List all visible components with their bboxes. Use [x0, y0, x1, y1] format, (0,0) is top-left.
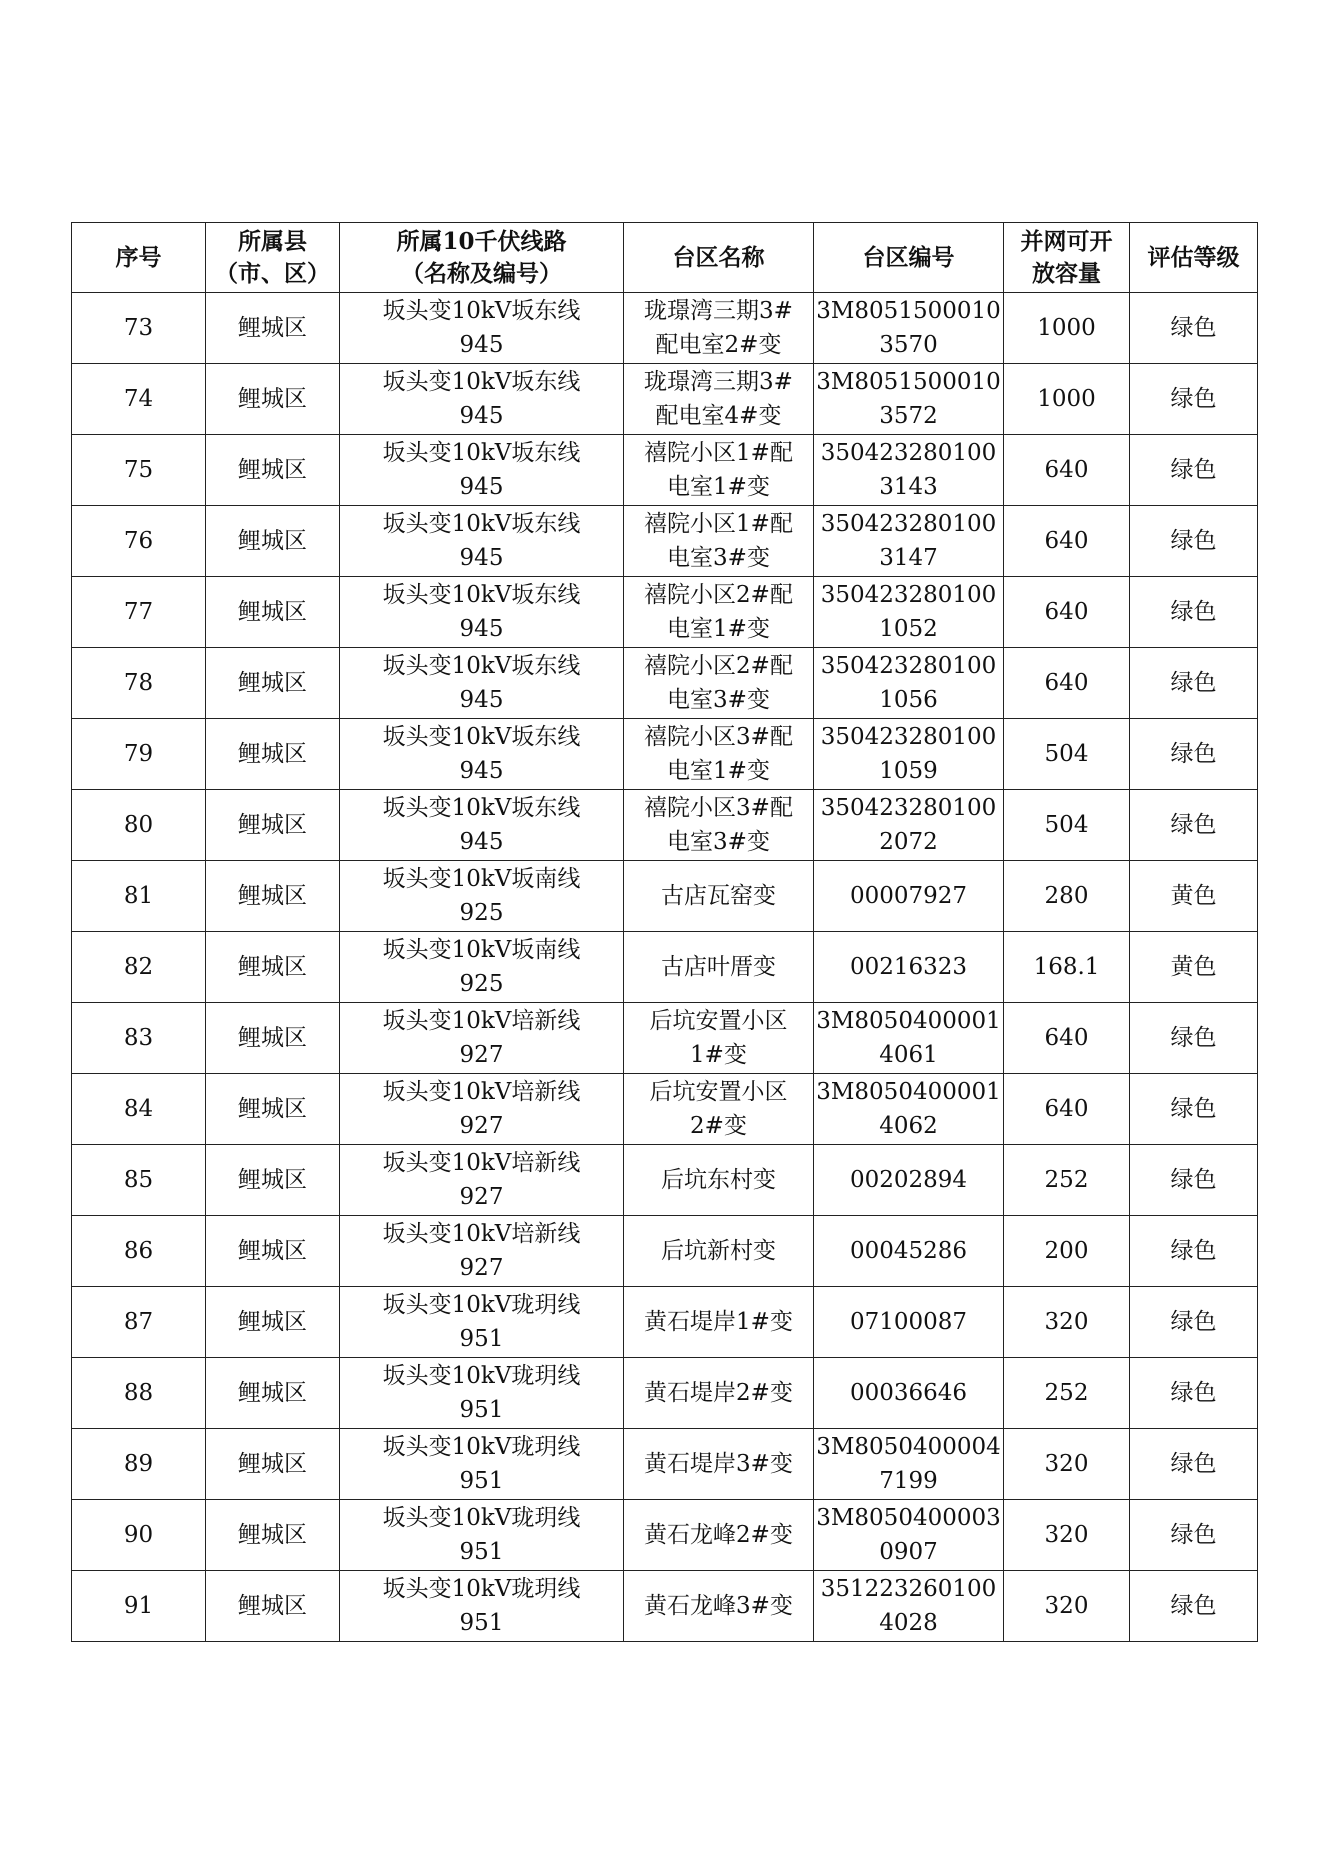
cell-serial-number: 86: [72, 1216, 206, 1287]
cell-line: 坂头变10kV培新线 927: [340, 1074, 624, 1145]
cell-capacity: 280: [1004, 861, 1130, 932]
cell-capacity: 640: [1004, 506, 1130, 577]
table-row: [72, 648, 1258, 719]
cell-area-code: 350423280100 1056: [814, 648, 1004, 719]
cell-area-name: 禧院小区1#配 电室3#变: [624, 506, 814, 577]
cell-county: 鲤城区: [206, 648, 340, 719]
table-row: [72, 1358, 1258, 1429]
cell-area-name: 后坑东村变: [624, 1145, 814, 1216]
cell-area-name: 古店瓦窑变: [624, 861, 814, 932]
cell-capacity: 504: [1004, 719, 1130, 790]
cell-grade: 绿色: [1130, 435, 1258, 506]
cell-grade: 绿色: [1130, 364, 1258, 435]
cell-serial-number: 88: [72, 1358, 206, 1429]
header-line: 所属10千伏线路 （名称及编号）: [340, 223, 624, 293]
cell-area-name: 黄石龙峰3#变: [624, 1571, 814, 1642]
cell-serial-number: 80: [72, 790, 206, 861]
table-body: [72, 293, 1258, 1642]
cell-serial-number: 77: [72, 577, 206, 648]
cell-area-name: 禧院小区3#配 电室3#变: [624, 790, 814, 861]
cell-line: 坂头变10kV坂南线 925: [340, 932, 624, 1003]
cell-serial-number: 74: [72, 364, 206, 435]
cell-serial-number: 90: [72, 1500, 206, 1571]
cell-area-code: 3M8050400001 4062: [814, 1074, 1004, 1145]
table-row: [72, 435, 1258, 506]
cell-grade: 绿色: [1130, 1074, 1258, 1145]
cell-area-name: 后坑新村变: [624, 1216, 814, 1287]
cell-serial-number: 83: [72, 1003, 206, 1074]
cell-capacity: 1000: [1004, 293, 1130, 364]
header-county: 所属县 （市、区）: [206, 223, 340, 293]
cell-county: 鲤城区: [206, 1074, 340, 1145]
cell-serial-number: 87: [72, 1287, 206, 1358]
table-row: [72, 719, 1258, 790]
cell-area-name: 珑璟湾三期3# 配电室2#变: [624, 293, 814, 364]
cell-capacity: 252: [1004, 1145, 1130, 1216]
cell-serial-number: 81: [72, 861, 206, 932]
cell-line: 坂头变10kV培新线 927: [340, 1003, 624, 1074]
cell-area-code: 350423280100 1052: [814, 577, 1004, 648]
header-serial-number: 序号: [72, 223, 206, 293]
cell-county: 鲤城区: [206, 1145, 340, 1216]
cell-county: 鲤城区: [206, 1287, 340, 1358]
cell-county: 鲤城区: [206, 932, 340, 1003]
cell-area-code: 00045286: [814, 1216, 1004, 1287]
cell-area-code: 07100087: [814, 1287, 1004, 1358]
cell-area-name: 禧院小区3#配 电室1#变: [624, 719, 814, 790]
cell-line: 坂头变10kV坂南线 925: [340, 861, 624, 932]
header-area-name: 台区名称: [624, 223, 814, 293]
cell-grade: 绿色: [1130, 1571, 1258, 1642]
table-row: [72, 790, 1258, 861]
cell-area-code: 00007927: [814, 861, 1004, 932]
table-row: [72, 1003, 1258, 1074]
cell-area-code: 350423280100 1059: [814, 719, 1004, 790]
cell-serial-number: 91: [72, 1571, 206, 1642]
cell-area-code: 3M8051500010 3570: [814, 293, 1004, 364]
table-row: [72, 932, 1258, 1003]
table-row: [72, 364, 1258, 435]
cell-area-code: 350423280100 3147: [814, 506, 1004, 577]
cell-grade: 绿色: [1130, 577, 1258, 648]
cell-capacity: 320: [1004, 1571, 1130, 1642]
cell-capacity: 640: [1004, 1003, 1130, 1074]
cell-county: 鲤城区: [206, 719, 340, 790]
cell-grade: 绿色: [1130, 1429, 1258, 1500]
cell-capacity: 320: [1004, 1429, 1130, 1500]
cell-grade: 绿色: [1130, 719, 1258, 790]
cell-county: 鲤城区: [206, 506, 340, 577]
cell-area-name: 珑璟湾三期3# 配电室4#变: [624, 364, 814, 435]
table-row: [72, 1074, 1258, 1145]
cell-grade: 绿色: [1130, 648, 1258, 719]
cell-county: 鲤城区: [206, 1571, 340, 1642]
cell-grade: 绿色: [1130, 293, 1258, 364]
cell-county: 鲤城区: [206, 293, 340, 364]
cell-capacity: 640: [1004, 1074, 1130, 1145]
cell-capacity: 320: [1004, 1287, 1130, 1358]
cell-grade: 绿色: [1130, 1145, 1258, 1216]
cell-area-code: 00036646: [814, 1358, 1004, 1429]
cell-area-name: 古店叶厝变: [624, 932, 814, 1003]
cell-county: 鲤城区: [206, 364, 340, 435]
cell-county: 鲤城区: [206, 1003, 340, 1074]
cell-area-name: 禧院小区2#配 电室3#变: [624, 648, 814, 719]
cell-line: 坂头变10kV珑玥线 951: [340, 1500, 624, 1571]
cell-line: 坂头变10kV坂东线 945: [340, 577, 624, 648]
cell-serial-number: 76: [72, 506, 206, 577]
cell-area-name: 后坑安置小区 2#变: [624, 1074, 814, 1145]
cell-area-name: 禧院小区2#配 电室1#变: [624, 577, 814, 648]
cell-line: 坂头变10kV坂东线 945: [340, 648, 624, 719]
cell-serial-number: 73: [72, 293, 206, 364]
cell-county: 鲤城区: [206, 435, 340, 506]
cell-area-name: 黄石龙峰2#变: [624, 1500, 814, 1571]
table-row: [72, 1500, 1258, 1571]
cell-line: 坂头变10kV培新线 927: [340, 1145, 624, 1216]
table-row: [72, 293, 1258, 364]
cell-area-code: 3M8050400001 4061: [814, 1003, 1004, 1074]
cell-grade: 绿色: [1130, 1003, 1258, 1074]
cell-line: 坂头变10kV坂东线 945: [340, 435, 624, 506]
cell-serial-number: 85: [72, 1145, 206, 1216]
cell-capacity: 640: [1004, 435, 1130, 506]
cell-grade: 黄色: [1130, 932, 1258, 1003]
cell-area-code: 00202894: [814, 1145, 1004, 1216]
cell-capacity: 504: [1004, 790, 1130, 861]
table-row: [72, 861, 1258, 932]
cell-line: 坂头变10kV珑玥线 951: [340, 1287, 624, 1358]
table-row: [72, 1287, 1258, 1358]
cell-line: 坂头变10kV坂东线 945: [340, 364, 624, 435]
table-row: [72, 506, 1258, 577]
cell-capacity: 640: [1004, 648, 1130, 719]
cell-grade: 绿色: [1130, 506, 1258, 577]
header-area-code: 台区编号: [814, 223, 1004, 293]
cell-area-name: 黄石堤岸1#变: [624, 1287, 814, 1358]
cell-serial-number: 79: [72, 719, 206, 790]
cell-area-code: 3M8050400003 0907: [814, 1500, 1004, 1571]
cell-area-name: 黄石堤岸2#变: [624, 1358, 814, 1429]
header-grade: 评估等级: [1130, 223, 1258, 293]
cell-area-name: 禧院小区1#配 电室1#变: [624, 435, 814, 506]
cell-line: 坂头变10kV坂东线 945: [340, 506, 624, 577]
cell-county: 鲤城区: [206, 1358, 340, 1429]
cell-line: 坂头变10kV坂东线 945: [340, 719, 624, 790]
header-capacity: 并网可开 放容量: [1004, 223, 1130, 293]
cell-area-code: 3M8050400004 7199: [814, 1429, 1004, 1500]
cell-capacity: 200: [1004, 1216, 1130, 1287]
cell-capacity: 1000: [1004, 364, 1130, 435]
cell-county: 鲤城区: [206, 861, 340, 932]
cell-line: 坂头变10kV培新线 927: [340, 1216, 624, 1287]
cell-grade: 绿色: [1130, 1216, 1258, 1287]
cell-grade: 绿色: [1130, 790, 1258, 861]
table-row: [72, 1216, 1258, 1287]
table-row: [72, 577, 1258, 648]
cell-line: 坂头变10kV坂东线 945: [340, 293, 624, 364]
cell-area-code: 3M8051500010 3572: [814, 364, 1004, 435]
cell-line: 坂头变10kV珑玥线 951: [340, 1429, 624, 1500]
cell-area-name: 黄石堤岸3#变: [624, 1429, 814, 1500]
cell-serial-number: 84: [72, 1074, 206, 1145]
cell-serial-number: 89: [72, 1429, 206, 1500]
header-row: [72, 223, 1258, 293]
cell-area-code: 00216323: [814, 932, 1004, 1003]
cell-county: 鲤城区: [206, 577, 340, 648]
cell-serial-number: 78: [72, 648, 206, 719]
cell-capacity: 640: [1004, 577, 1130, 648]
cell-grade: 绿色: [1130, 1287, 1258, 1358]
table-row: [72, 1145, 1258, 1216]
cell-county: 鲤城区: [206, 1500, 340, 1571]
cell-line: 坂头变10kV珑玥线 951: [340, 1571, 624, 1642]
cell-line: 坂头变10kV坂东线 945: [340, 790, 624, 861]
cell-grade: 黄色: [1130, 861, 1258, 932]
cell-line: 坂头变10kV珑玥线 951: [340, 1358, 624, 1429]
capacity-table: [71, 222, 1258, 1642]
cell-area-name: 后坑安置小区 1#变: [624, 1003, 814, 1074]
cell-area-code: 350423280100 2072: [814, 790, 1004, 861]
cell-capacity: 252: [1004, 1358, 1130, 1429]
cell-serial-number: 75: [72, 435, 206, 506]
cell-grade: 绿色: [1130, 1500, 1258, 1571]
cell-serial-number: 82: [72, 932, 206, 1003]
cell-area-code: 350423280100 3143: [814, 435, 1004, 506]
cell-county: 鲤城区: [206, 1429, 340, 1500]
cell-grade: 绿色: [1130, 1358, 1258, 1429]
cell-county: 鲤城区: [206, 1216, 340, 1287]
table-row: [72, 1571, 1258, 1642]
cell-capacity: 168.1: [1004, 932, 1130, 1003]
cell-area-code: 351223260100 4028: [814, 1571, 1004, 1642]
cell-capacity: 320: [1004, 1500, 1130, 1571]
table-row: [72, 1429, 1258, 1500]
cell-county: 鲤城区: [206, 790, 340, 861]
